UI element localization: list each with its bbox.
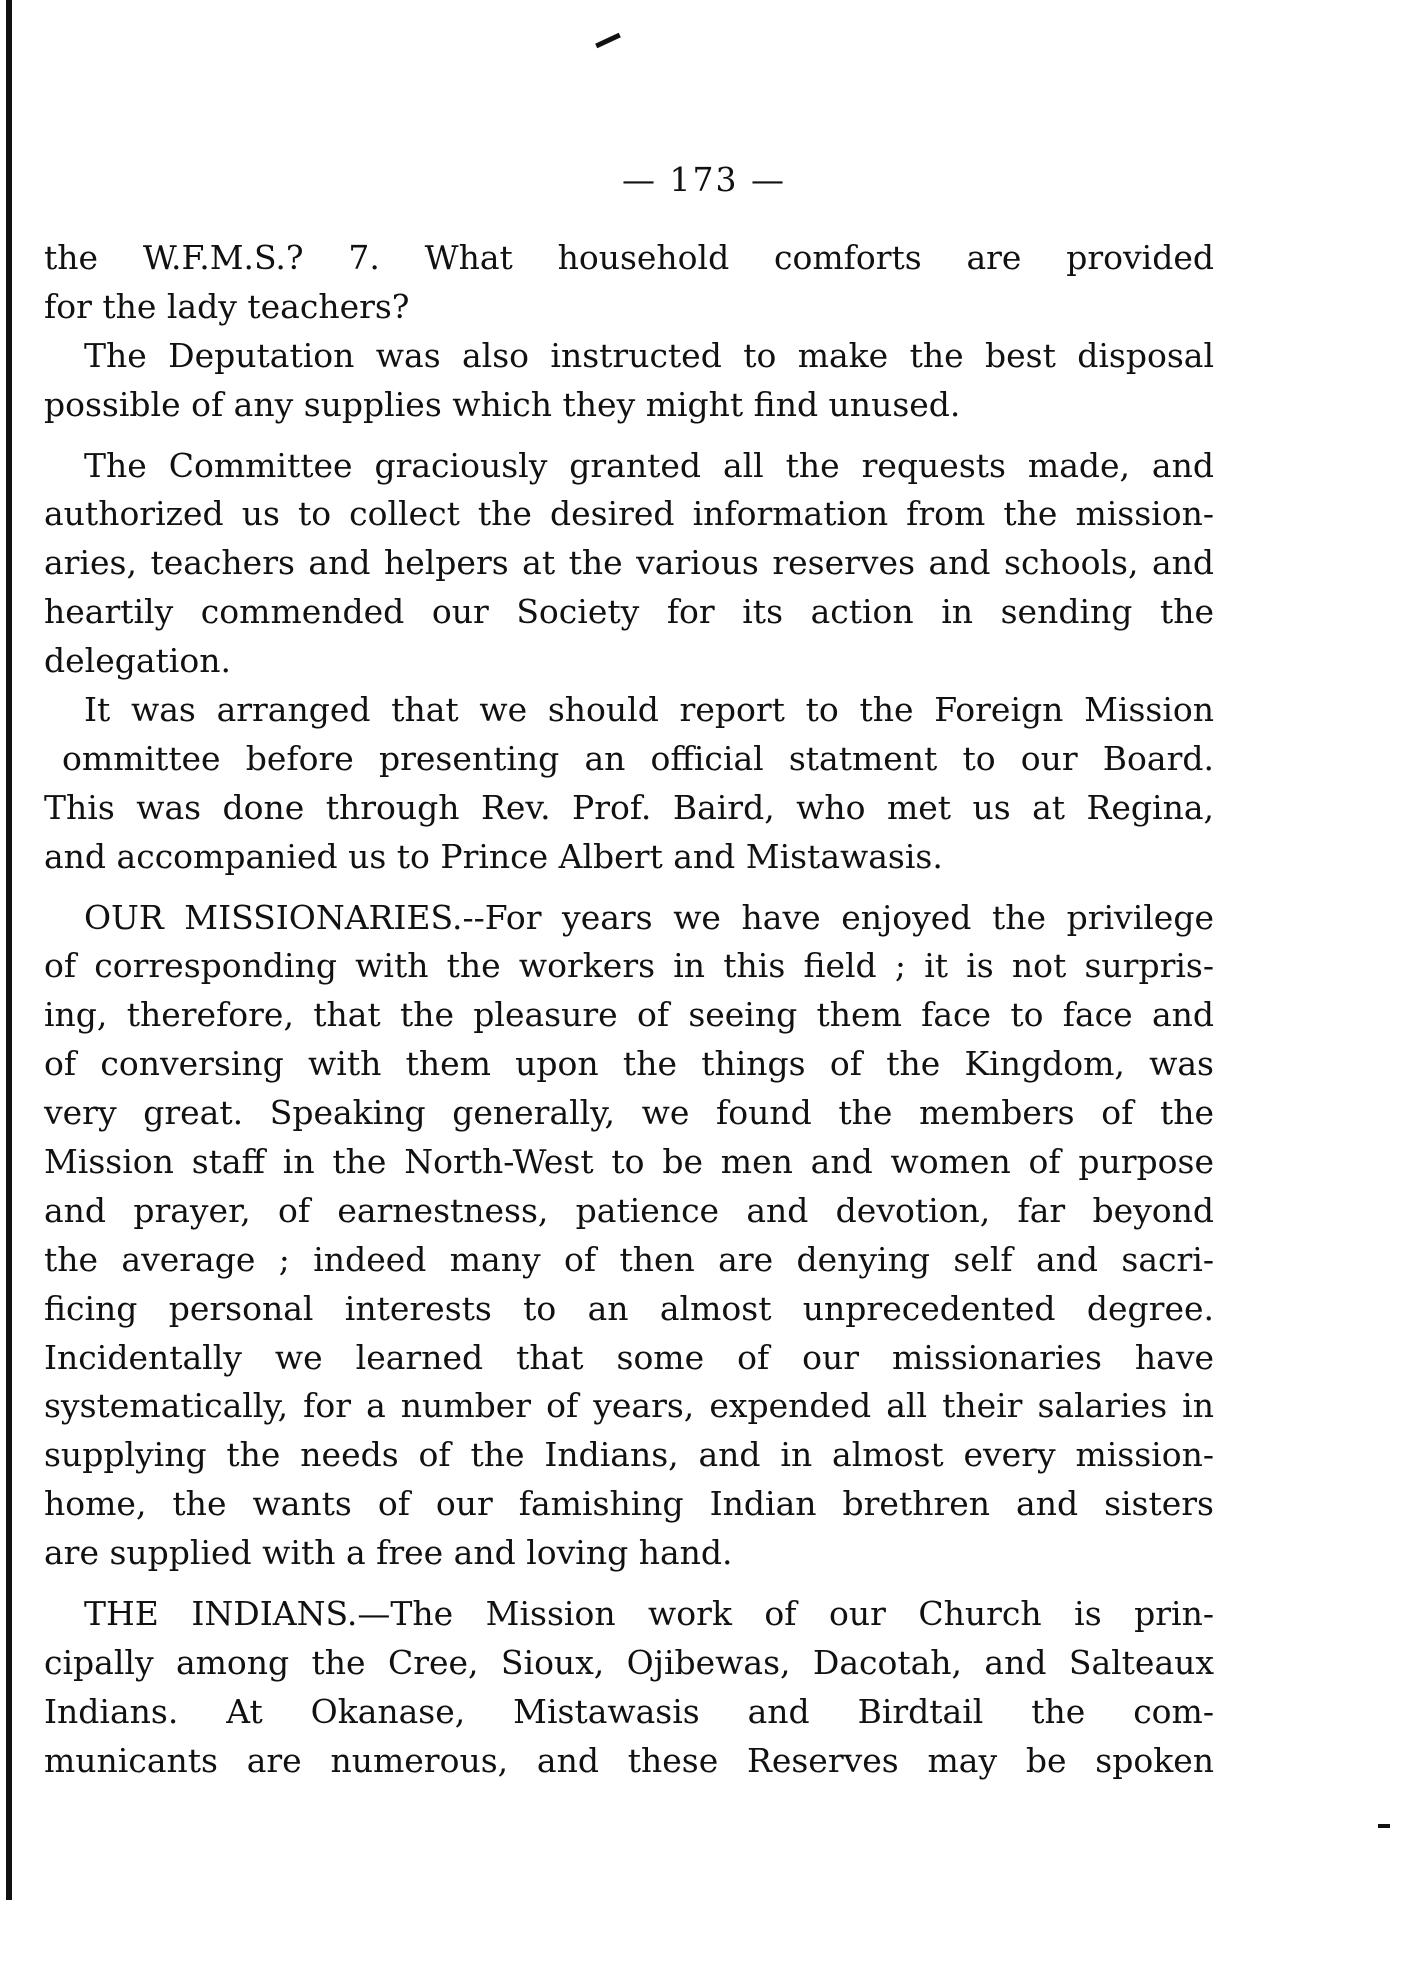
- text-line: the average ; indeed many of then are denying self and sacri-: [44, 1239, 1214, 1279]
- text-line: This was done through Rev. Prof. Baird, who met us at Regina,: [44, 787, 1214, 827]
- text-line: and accompanied us to Prince Albert and Mistawasis.: [44, 836, 943, 876]
- text-line: of corresponding with the workers in this field ; it is not surpris-: [44, 946, 1214, 986]
- text-line: The Committee graciously granted all the requests made, and: [84, 445, 1214, 485]
- page-number: — 173 —: [622, 160, 786, 199]
- left-margin-rule: [6, 0, 12, 1900]
- text-line: ficing personal interests to an almost unprecedented degree.: [44, 1288, 1214, 1328]
- text-line: of conversing with them upon the things of the Kingdom, was: [44, 1044, 1214, 1084]
- stray-ink-mark: [595, 33, 621, 49]
- text-line: for the lady teachers?: [44, 286, 410, 326]
- text-line: very great. Speaking generally, we found the members of the: [44, 1093, 1214, 1133]
- text-line: systematically, for a number of years, expended all their salaries in: [44, 1386, 1214, 1426]
- text-line: aries, teachers and helpers at the various reserves and schools, and: [44, 543, 1214, 583]
- text-line: possible of any supplies which they might find unused.: [44, 384, 961, 424]
- text-line: the W.F.M.S.? 7. What household comforts are provided: [44, 238, 1214, 277]
- text-line: Mission staff in the North-West to be men and women of purpose: [44, 1142, 1214, 1182]
- text-line: and prayer, of earnestness, patience and devotion, far beyond: [44, 1190, 1214, 1230]
- page-body: [44, 234, 1214, 1786]
- text-line: cipally among the Cree, Sioux, Ojibewas, Dacotah, and Salteaux: [44, 1642, 1214, 1682]
- text-line: OUR MISSIONARIES.--For years we have enjoyed the privilege: [84, 897, 1214, 937]
- text-line: THE INDIANS.—The Mission work of our Church is prin-: [84, 1594, 1214, 1634]
- text-line: supplying the needs of the Indians, and in almost every mission-: [44, 1435, 1214, 1475]
- text-line: are supplied with a free and loving hand.: [44, 1533, 733, 1573]
- text-line: ing, therefore, that the pleasure of seeing them face to face and: [44, 995, 1214, 1035]
- text-line: home, the wants of our famishing Indian brethren and sisters: [44, 1484, 1214, 1524]
- text-line: authorized us to collect the desired information from the mission-: [44, 494, 1214, 534]
- text-line: The Deputation was also instructed to make the best disposal: [84, 335, 1214, 375]
- text-line: delegation.: [44, 641, 231, 681]
- text-line: It was arranged that we should report to the Foreign Mission: [84, 690, 1214, 730]
- text-line: heartily commended our Society for its action in sending the: [44, 592, 1214, 632]
- stray-ink-mark: [1378, 1824, 1390, 1828]
- text-line: municants are numerous, and these Reserves may be spoken: [44, 1740, 1214, 1780]
- text-line: Indians. At Okanase, Mistawasis and Birdtail the com-: [44, 1691, 1214, 1731]
- text-line: Incidentally we learned that some of our missionaries have: [44, 1337, 1214, 1377]
- text-line: ommittee before presenting an official statment to our Board.: [62, 738, 1214, 778]
